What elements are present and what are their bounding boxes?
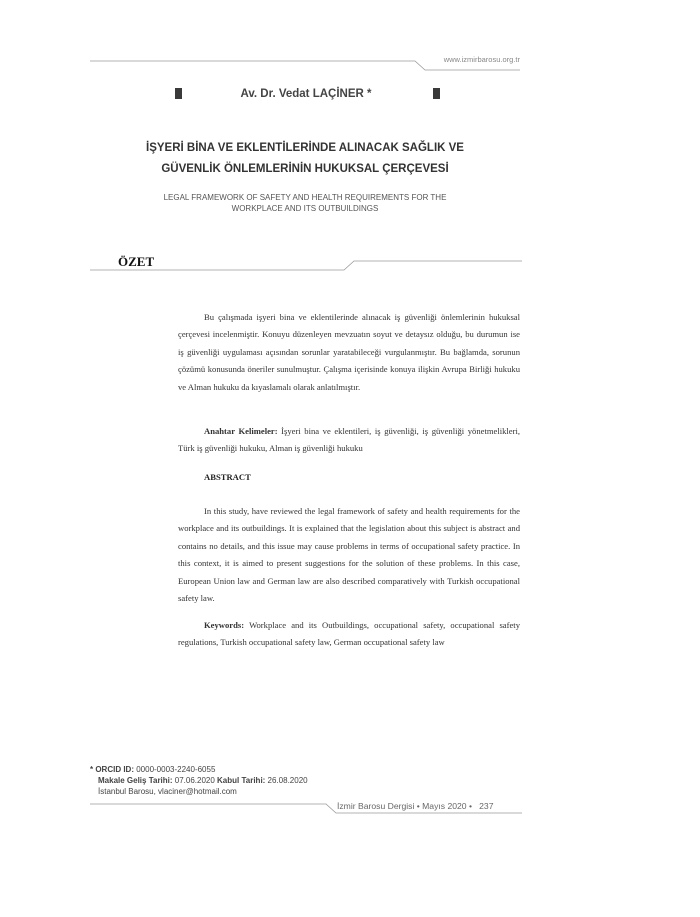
article-title-line-2: GÜVENLİK ÖNLEMLERİNİN HUKUKSAL ÇERÇEVESİ <box>161 163 449 175</box>
received-date: 07.06.2020 <box>172 776 218 785</box>
journal-footer <box>337 801 493 811</box>
orcid-line <box>90 764 308 775</box>
article-subtitle-line-1: LEGAL FRAMEWORK OF SAFETY AND HEALTH REQUIREMENTS FOR THE <box>163 193 447 202</box>
author-footnote <box>90 764 308 797</box>
abstract-paragraph: In this study, have reviewed the legal framework of safety and health requirements for the workplace and its outbuildings. It is explained that the legislation about this subject is abstract and contains no details, and this issue may cause problems in terms of occupational safety practice. In this context, it is aimed to present suggestions for the solution of these problems. In this case, European Union law and German law are also described comparatively with Turkish occupational safety law. <box>178 506 520 604</box>
accepted-label: Kabul Tarihi: <box>217 776 266 785</box>
journal-url: www.izmirbarosu.org.tr <box>443 55 520 64</box>
ozet-keywords-text: İşyeri bina ve eklentileri, iş güvenliği, iş güvenliği yönetmelikleri, Türk iş güvenliği hukuku, Alman iş güvenliği hukuku <box>178 426 520 454</box>
accepted-date: 26.08.2020 <box>265 776 308 785</box>
ozet-rule <box>90 258 522 272</box>
article-subtitle <box>140 192 470 214</box>
right-square-marker <box>433 88 440 99</box>
author-row <box>0 88 700 102</box>
article-title-line-1: İŞYERİ BİNA VE EKLENTİLERİNDE ALINACAK SAĞLIK VE <box>146 142 464 154</box>
orcid-label: * ORCID ID: <box>90 765 134 774</box>
ozet-keywords-label: Anahtar Kelimeler: <box>204 426 278 436</box>
ozet-keywords <box>178 423 520 458</box>
dates-line <box>90 775 308 786</box>
affiliation-line: İstanbul Barosu, vlaciner@hotmail.com <box>98 787 237 796</box>
ozet-paragraph: Bu çalışmada işyeri bina ve eklentilerinde alınacak iş güvenliği önlemlerinin hukuksal çerçevesi incelenmiştir. Konuyu düzenleyen mevzuatın soyut ve detaysız olduğu, bu durumun ise iş güvenliği uygulaması açısından sorunlar yaratabileceği vurgulanmıştır. Bu bağlamda, sorunun çözümü konusunda öneriler sunulmuştur. Çalışma içerisinde konuya ilişkin Avrupa Birliği hukuku ve Alman hukuku da kıyaslamalı olarak anlatılmıştır. <box>178 312 520 392</box>
abstract-keywords <box>178 617 520 652</box>
orcid-value: 0000-0003-2240-6055 <box>134 765 216 774</box>
abstract-keywords-label: Keywords: <box>204 620 245 630</box>
header-rule <box>90 60 520 74</box>
ozet-heading: ÖZET <box>118 254 155 269</box>
abstract-heading: ABSTRACT <box>204 472 251 482</box>
journal-footer-name: İzmir Barosu Dergisi • Mayıs 2020 • <box>337 801 472 811</box>
author-name: Av. Dr. Vedat LAÇİNER * <box>240 88 372 100</box>
article-title <box>90 138 520 180</box>
article-subtitle-line-2: WORKPLACE AND ITS OUTBUILDINGS <box>231 204 379 213</box>
received-label: Makale Geliş Tarihi: <box>98 776 173 785</box>
abstract-keywords-text: Workplace and its Outbuildings, occupational safety, occupational safety regulations, Turkish occupational safety law, German occupational safety law <box>178 620 520 648</box>
page-number: 237 <box>479 801 494 811</box>
